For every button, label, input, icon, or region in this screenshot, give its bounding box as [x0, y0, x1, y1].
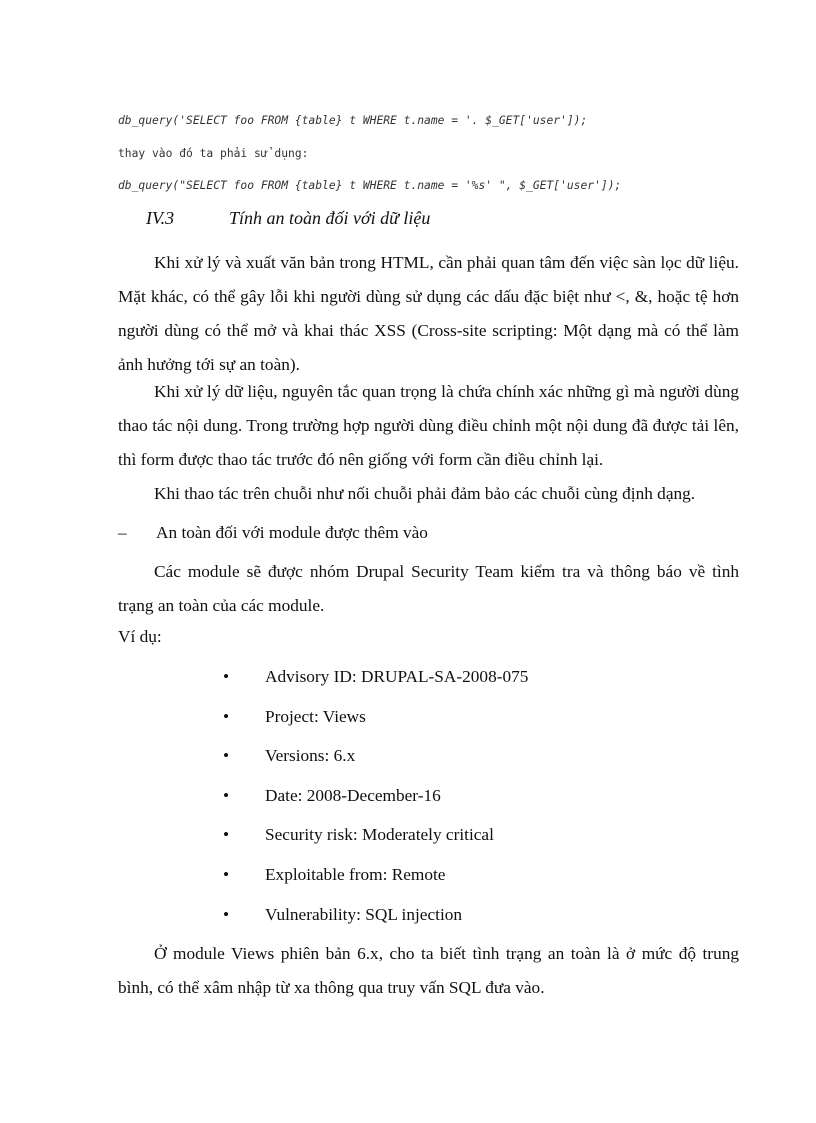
list-item-text: Versions: 6.x: [265, 746, 356, 766]
section-title: Tính an toàn đối với dữ liệu: [229, 208, 431, 228]
code-line-2: db_query("SELECT foo FROM {table} t WHERE t.name = '%s' ", $_GET['user']);: [118, 179, 622, 192]
list-item-text: Exploitable from: Remote: [265, 864, 446, 884]
list-item-text: Vulnerability: SQL injection: [265, 904, 463, 924]
dash-item-text: An toàn đối với module được thêm vào: [156, 523, 428, 542]
list-item-text: Project: Views: [265, 706, 366, 726]
code-line-1: db_query('SELECT foo FROM {table} t WHERE t.name = '. $_GET['user']);: [118, 114, 588, 127]
code-comment-line: thay vào đó ta phải sử dụng:: [118, 147, 309, 160]
dash-marker: –: [118, 523, 127, 542]
paragraph-modules: Các module sẽ được nhóm Drupal Security Team kiểm tra và thông báo về tình trạng an toàn của các module.: [118, 562, 739, 615]
bullet-icon: •: [223, 825, 230, 845]
paragraph-views-module: Ở module Views phiên bản 6.x, cho ta biết tình trạng an toàn là ở mức độ trung bình, có thể xâm nhập từ xa thông qua truy vấn SQL đưa vào.: [118, 944, 739, 997]
paragraph-string-ops: Khi thao tác trên chuỗi như nối chuỗi phải đảm bảo các chuỗi cùng định dạng.: [154, 484, 696, 503]
list-item-text: Security risk: Moderately critical: [265, 825, 494, 845]
section-heading: [146, 208, 430, 229]
bullet-icon: •: [223, 706, 230, 726]
bullet-icon: •: [223, 667, 230, 686]
section-number: IV.3: [146, 208, 175, 228]
bullet-icon: •: [223, 746, 230, 766]
list-item-text: Advisory ID: DRUPAL-SA-2008-075: [265, 667, 529, 686]
bullet-icon: •: [223, 785, 230, 805]
dash-list-item: [118, 523, 428, 543]
list-item-text: Date: 2008-December-16: [265, 785, 441, 805]
bullet-icon: •: [223, 864, 230, 884]
paragraph-data-safety: Khi xử lý và xuất văn bản trong HTML, cần phải quan tâm đến việc sàn lọc dữ liệu. Mặt khác, có thể gây lỗi khi người dùng sử dụng các dấu đặc biệt như <, &, hoặc tệ hơn người dùng có thể mở và khai thác XSS (Cross-site scripting: Một dạng mà có thể làm ảnh hưởng tới sự an toàn).: [118, 253, 739, 374]
bullet-icon: •: [223, 904, 230, 924]
example-label: Ví dụ:: [118, 627, 162, 646]
paragraph-data-handling: Khi xử lý dữ liệu, nguyên tắc quan trọng là chứa chính xác những gì mà người dùng thao tác nội dung. Trong trường hợp người dùng điều chỉnh một nội dung đã được tải lên, thì form được thao tác trước đó nên giống với form cần điều chỉnh lại.: [118, 382, 739, 469]
